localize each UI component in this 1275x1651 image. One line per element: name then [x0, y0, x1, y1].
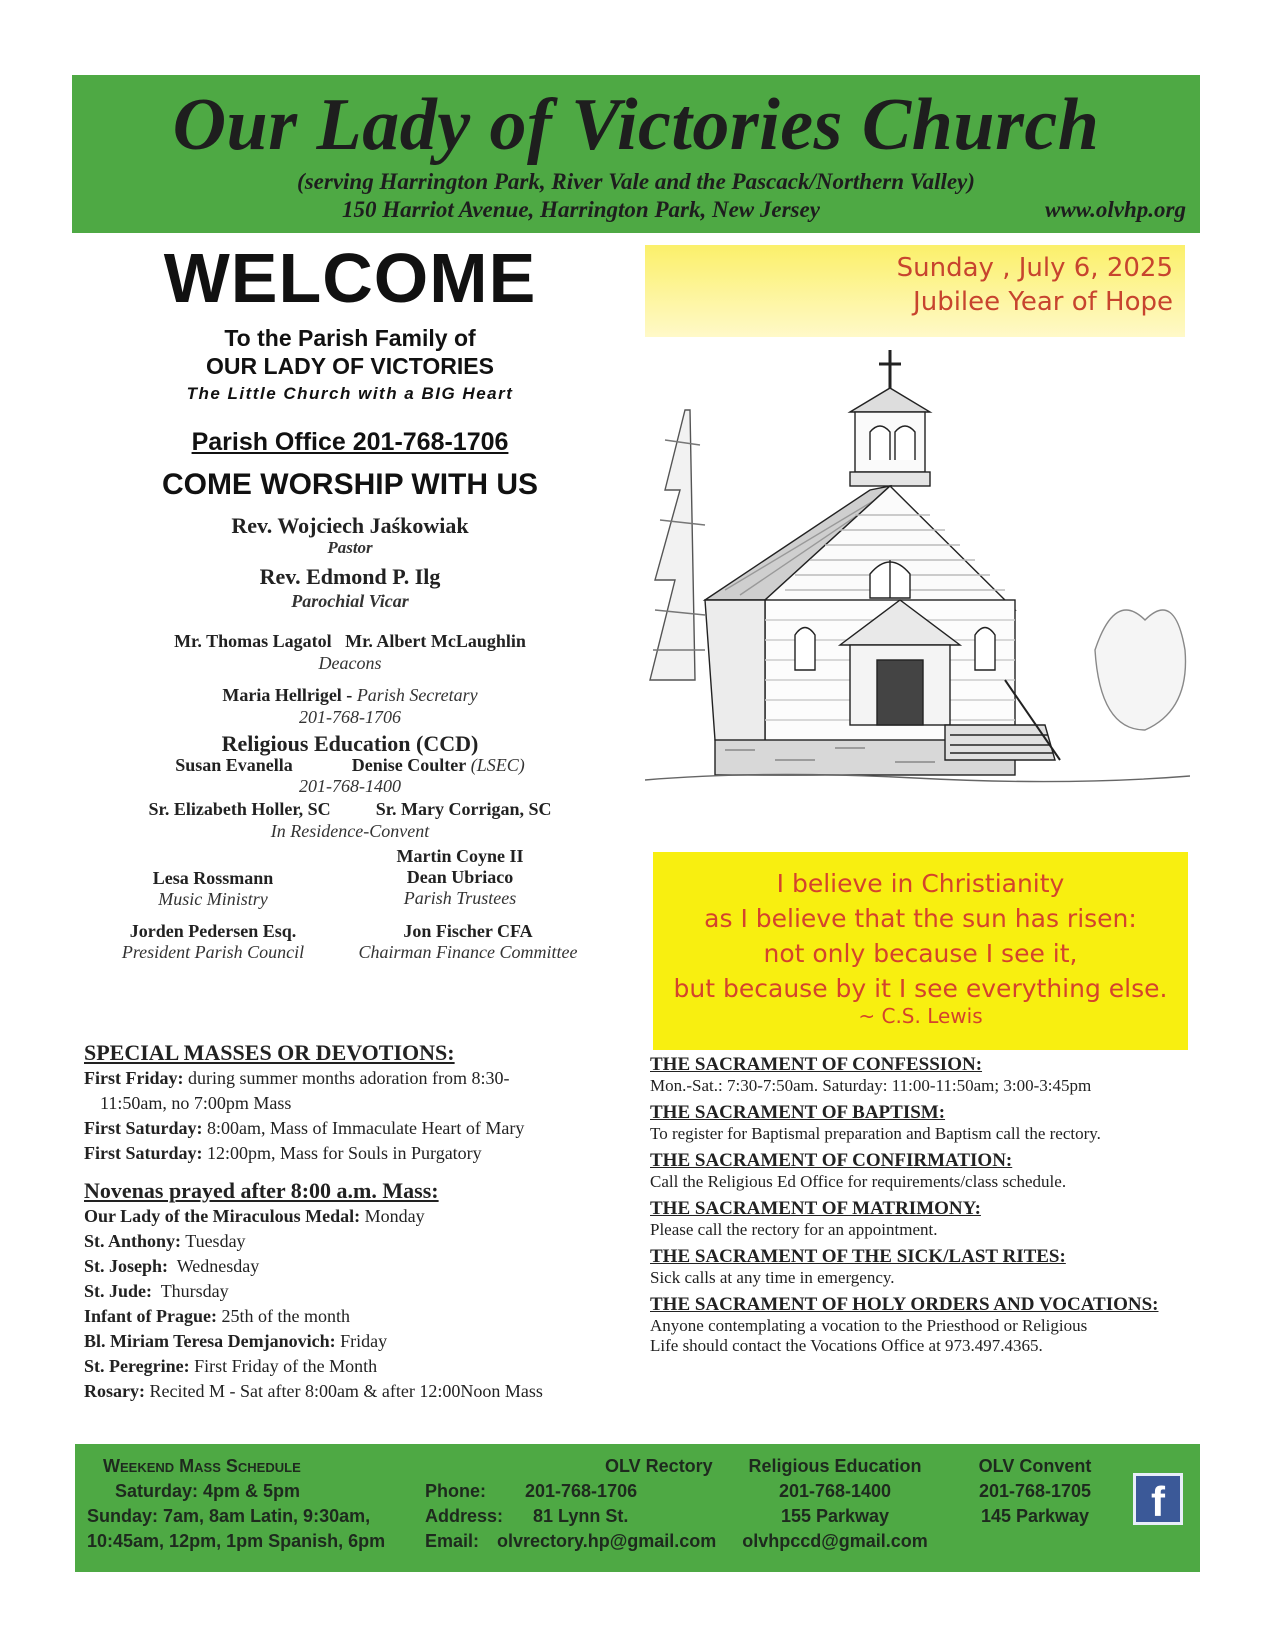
secretary-block [80, 684, 620, 728]
sacrament-matrimony [650, 1198, 1195, 1240]
novena-item [84, 1329, 644, 1354]
special-item-label: First Saturday: [84, 1118, 203, 1138]
phone-label: Phone: [425, 1481, 486, 1501]
novena-label: Our Lady of the Miraculous Medal: [84, 1206, 361, 1226]
novena-day: Wednesday [168, 1256, 260, 1276]
church-illustration [645, 350, 1190, 825]
finance-block [338, 920, 598, 962]
sisters-block [80, 798, 620, 842]
council-name: Jorden Pedersen Esq. [129, 921, 297, 941]
address-label: Address: [425, 1506, 504, 1526]
special-masses-heading: SPECIAL MASSES OR DEVOTIONS: [84, 1040, 455, 1065]
tagline: The Little Church with a BIG Heart [186, 384, 514, 403]
quote-line-3: not only because I see it, [763, 939, 1078, 968]
novena-day: Friday [335, 1331, 388, 1351]
sacrament-text: To register for Baptismal preparation and Baptism call the rectory. [650, 1124, 1101, 1143]
special-item-label: First Saturday: [84, 1143, 203, 1163]
sacrament-heading: THE SACRAMENT OF THE SICK/LAST RITES: [650, 1246, 1066, 1267]
trustees-block [340, 846, 580, 908]
novena-label: St. Jude: [84, 1281, 153, 1301]
music-role: Music Ministry [158, 889, 268, 909]
sacrament-heading: THE SACRAMENT OF BAPTISM: [650, 1102, 946, 1123]
come-worship-heading: COME WORSHIP WITH US [161, 468, 539, 501]
weekend-saturday: Saturday: 4pm & 5pm [115, 1481, 301, 1501]
novena-label: Rosary: [84, 1381, 145, 1401]
special-item-text: 8:00am, Mass of Immaculate Heart of Mary [202, 1118, 525, 1138]
novena-label: Bl. Miriam Teresa Demjanovich: [84, 1331, 336, 1351]
sacrament-text: Anyone contemplating a vocation to the Priesthood or Religious [650, 1316, 1088, 1335]
trustee-1: Martin Coyne II [396, 846, 524, 866]
olv-rectory [425, 1454, 755, 1554]
rectory-phone[interactable]: 201-768-1706 [525, 1481, 638, 1501]
quote-line-2: as I believe that the sun has risen: [704, 904, 1137, 933]
church-title: Our Lady of Victories Church [172, 84, 1100, 166]
sister-1: Sr. Elizabeth Holler, SC [148, 799, 331, 819]
weekend-heading: Weekend Mass Schedule [103, 1456, 301, 1476]
special-item-text: during summer months adoration from 8:30- [183, 1068, 510, 1088]
convent-address: 145 Parkway [980, 1506, 1090, 1526]
weekend-mass-schedule [87, 1454, 387, 1554]
ccd-name-2-role: (LSEC) [466, 755, 525, 775]
parish-family-line1: To the Parish Family of [224, 325, 476, 351]
footer-contact-bar [75, 1444, 1200, 1572]
facebook-glyph: f [1151, 1478, 1165, 1525]
rectory-address: 81 Lynn St. [533, 1506, 629, 1526]
novena-day: Recited M - Sat after 8:00am & after 12:00Noon Mass [145, 1381, 543, 1401]
novena-label: Infant of Prague: [84, 1306, 217, 1326]
date-box [645, 245, 1185, 337]
special-item [84, 1066, 644, 1091]
novena-item [84, 1254, 644, 1279]
deacons-role: Deacons [318, 653, 382, 673]
vicar-name: Rev. Edmond P. Ilg [259, 564, 441, 589]
ccd-heading: Religious Education (CCD) [221, 731, 479, 756]
church-address: 150 Harriot Avenue, Harrington Park, New Jersey [342, 197, 820, 222]
council-role: President Parish Council [121, 942, 305, 962]
sister-2: Sr. Mary Corrigan, SC [375, 799, 552, 819]
header-banner [72, 75, 1200, 233]
relig-heading: Religious Education [748, 1456, 922, 1476]
date-text [897, 251, 1173, 319]
novenas-section [84, 1178, 644, 1404]
novena-item [84, 1204, 644, 1229]
weekend-sunday-2: 10:45am, 12pm, 1pm Spanish, 6pm [87, 1531, 386, 1551]
sacrament-text: Mon.-Sat.: 7:30-7:50am. Saturday: 11:00-11:50am; 3:00-3:45pm [650, 1076, 1092, 1095]
special-item [84, 1091, 644, 1116]
quote-text [653, 866, 1188, 1006]
novena-item [84, 1354, 644, 1379]
sacrament-text: Call the Religious Ed Office for requirements/class schedule. [650, 1172, 1067, 1191]
relig-address: 155 Parkway [780, 1506, 890, 1526]
trustees-role: Parish Trustees [403, 888, 517, 908]
jubilee-theme: Jubilee Year of Hope [913, 287, 1173, 317]
quote-author: ~ C.S. Lewis [858, 1004, 983, 1028]
special-item-text: 11:50am, no 7:00pm Mass [100, 1093, 292, 1113]
relig-email[interactable]: olvhpccd@gmail.com [742, 1531, 928, 1551]
parish-family-line2: OUR LADY OF VICTORIES [206, 353, 494, 379]
email-label: Email: [425, 1531, 480, 1551]
convent-phone[interactable]: 201-768-1705 [978, 1481, 1092, 1501]
pastor-block [80, 514, 620, 558]
ccd-block [80, 733, 620, 797]
deacons-block [80, 630, 620, 674]
sacrament-confirmation [650, 1150, 1195, 1192]
vicar-role: Parochial Vicar [291, 591, 409, 611]
sacraments-section [650, 1054, 1195, 1356]
quote-line-1: I believe in Christianity [776, 869, 1065, 898]
sacrament-baptism [650, 1102, 1195, 1144]
rectory-email[interactable]: olvrectory.hp@gmail.com [497, 1531, 717, 1551]
relig-phone[interactable]: 201-768-1400 [778, 1481, 892, 1501]
music-name: Lesa Rossmann [152, 868, 274, 888]
novena-label: St. Joseph: [84, 1256, 169, 1276]
parish-family-text [80, 324, 620, 380]
deacons-names: Mr. Thomas Lagatol Mr. Albert McLaughlin [174, 631, 526, 651]
special-item-label: First Friday: [84, 1068, 184, 1088]
novena-day: Thursday [152, 1281, 229, 1301]
sacrament-heading: THE SACRAMENT OF CONFIRMATION: [650, 1150, 1013, 1171]
pastor-name: Rev. Wojciech Jaśkowiak [231, 513, 469, 538]
special-masses-section [84, 1040, 644, 1166]
rectory-heading: OLV Rectory [605, 1456, 713, 1476]
special-item-text: 12:00pm, Mass for Souls in Purgatory [202, 1143, 482, 1163]
novena-day: 25th of the month [217, 1306, 350, 1326]
website-link[interactable]: www.olvhp.org [1044, 197, 1186, 222]
serving-line: (serving Harrington Park, River Vale and the Pascack/Northern Valley) [297, 169, 975, 194]
novena-day: Tuesday [181, 1231, 246, 1251]
ccd-name-2: Denise Coulter [351, 755, 467, 775]
sacrament-holy-orders [650, 1294, 1195, 1356]
quote-line-4: but because by it I see everything else. [673, 974, 1168, 1003]
sacrament-heading: THE SACRAMENT OF MATRIMONY: [650, 1198, 981, 1219]
novena-day: Monday [360, 1206, 425, 1226]
quote-box [653, 852, 1188, 1050]
secretary-role: Parish Secretary [356, 685, 478, 705]
sacrament-heading: THE SACRAMENT OF CONFESSION: [650, 1054, 983, 1075]
sacrament-confession [650, 1054, 1195, 1096]
facebook-icon[interactable] [1133, 1473, 1183, 1525]
novena-item [84, 1379, 644, 1404]
ccd-name-1: Susan Evanella [175, 755, 293, 775]
parish-office-phone: Parish Office 201-768-1706 [191, 428, 509, 456]
secretary-name: Maria Hellrigel - [222, 685, 357, 705]
weekend-sunday-1: Sunday: 7am, 8am Latin, 9:30am, [87, 1506, 371, 1526]
sacrament-text-2: Life should contact the Vocations Office at 973.497.4365. [650, 1336, 1043, 1355]
novena-item [84, 1279, 644, 1304]
music-block [98, 867, 328, 909]
novenas-heading: Novenas prayed after 8:00 a.m. Mass: [84, 1178, 439, 1203]
welcome-heading: WELCOME [163, 239, 537, 317]
novena-item [84, 1304, 644, 1329]
sacrament-heading: THE SACRAMENT OF HOLY ORDERS AND VOCATIONS: [650, 1294, 1159, 1315]
sisters-role: In Residence-Convent [270, 821, 430, 841]
secretary-phone: 201-768-1706 [299, 707, 401, 727]
finance-role: Chairman Finance Committee [358, 942, 578, 962]
bulletin-date: Sunday , July 6, 2025 [896, 253, 1173, 283]
special-item [84, 1141, 644, 1166]
convent-heading: OLV Convent [978, 1456, 1092, 1476]
vicar-block [80, 565, 620, 613]
sacrament-text: Please call the rectory for an appointment. [650, 1220, 938, 1239]
pastor-role: Pastor [327, 538, 373, 557]
novena-label: St. Peregrine: [84, 1356, 190, 1376]
novena-day: First Friday of the Month [189, 1356, 378, 1376]
religious-education [735, 1454, 935, 1554]
olv-convent [960, 1454, 1110, 1529]
sacrament-text: Sick calls at any time in emergency. [650, 1268, 895, 1287]
novena-label: St. Anthony: [84, 1231, 182, 1251]
novena-item [84, 1229, 644, 1254]
council-block [82, 920, 344, 962]
sacrament-sick [650, 1246, 1195, 1288]
finance-name: Jon Fischer CFA [403, 921, 533, 941]
ccd-phone: 201-768-1400 [299, 776, 401, 796]
special-item [84, 1116, 644, 1141]
trustee-2: Dean Ubriaco [406, 867, 514, 887]
